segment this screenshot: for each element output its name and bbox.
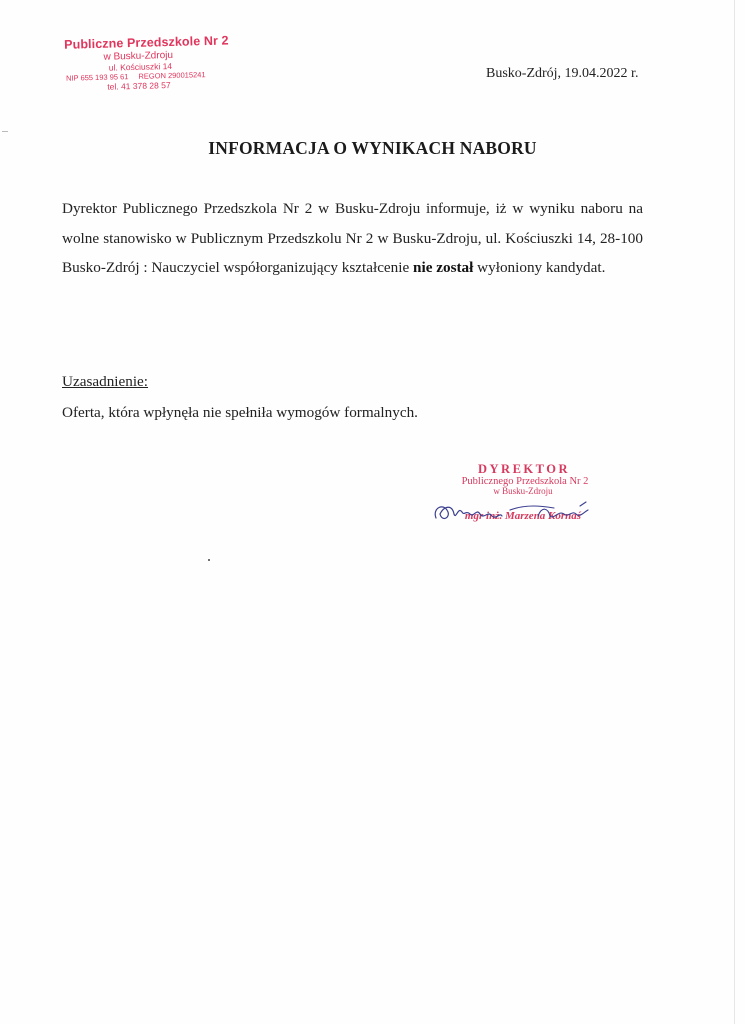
- stamp-nip: NIP 655 193 95 61: [65, 72, 129, 83]
- scan-speck: [208, 559, 210, 561]
- stamp-tel: tel. 41 378 28 57: [107, 80, 171, 92]
- body-text-bold: nie został: [413, 259, 474, 276]
- date-line: Busko-Zdrój, 19.04.2022 r.: [486, 66, 639, 81]
- body-text-part2: wyłoniony kandydat.: [473, 259, 606, 276]
- body-paragraph: [62, 194, 643, 283]
- institution-stamp: [56, 33, 247, 93]
- reason-label: Uzasadnienie:: [62, 373, 149, 390]
- page-title: INFORMACJA O WYNIKACH NABORU: [208, 138, 537, 158]
- stamp-city: w Busku-Zdroju: [103, 49, 174, 63]
- reason-text: Oferta, która wpłynęła nie spełniła wymogów formalnych.: [62, 404, 418, 421]
- stamp-street: ul. Kościuszki 14: [108, 60, 173, 73]
- director-role: DYREKTOR: [477, 462, 570, 476]
- director-city: w Busku-Zdroju: [493, 486, 553, 496]
- director-institution: Publicznego Przedszkola Nr 2: [461, 476, 589, 487]
- director-name: mgr inż. Marzena Kornaś: [464, 510, 582, 522]
- stamp-regon: REGON 290015241: [138, 70, 206, 81]
- handwritten-signature: [430, 498, 600, 526]
- body-text-part1: Dyrektor Publicznego Przedszkola Nr 2 w Busku-Zdroju informuje, iż w wyniku naboru na wolne stanowisko w Publicznym Przedszkolu Nr 2 w Busku-Zdroju, ul. Kościuszki 14, 28-100 Busko-Zdrój : Nauczyciel współorganizujący kształcenie: [62, 200, 643, 276]
- scan-mark: [2, 131, 8, 132]
- stamp-name: Publiczne Przedszkole Nr 2: [63, 33, 229, 52]
